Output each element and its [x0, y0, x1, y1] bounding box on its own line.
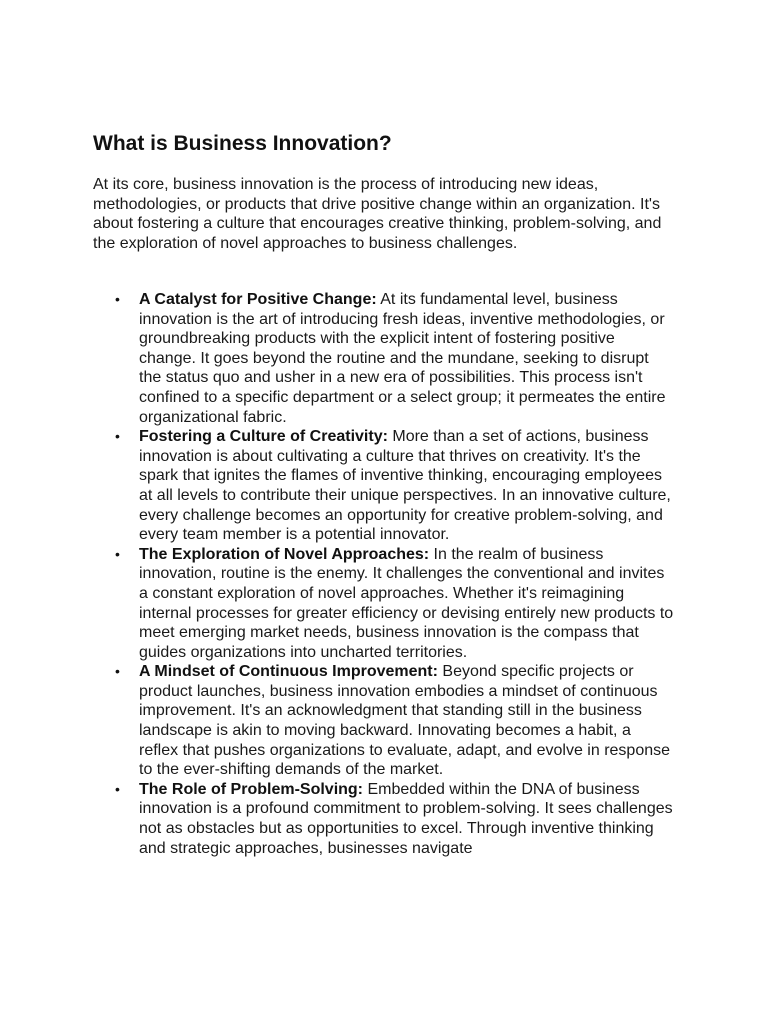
bullet-term: Fostering a Culture of Creativity: [139, 428, 388, 446]
bullet-term: The Role of Problem-Solving: [139, 780, 364, 798]
bullet-text: More than a set of actions, business innovation is about cultivating a culture that thrives on creativity. It's the spark that ignites the flames of inventive thinking, encouraging employees at all levels to contribute their unique perspectives. In an innovative culture, every challenge becomes an opportunity for creative problem-solving, and every team member is a potential innovator. [139, 428, 671, 544]
bullet-dot-icon: • [115, 291, 120, 307]
bullet-dot-icon: • [115, 663, 120, 680]
bullet-term: A Catalyst for Positive Change: [139, 291, 377, 308]
bullet-item-problem-solving [0, 780, 674, 858]
bullet-text: Beyond specific projects or product launches, business innovation embodies a mindset of continuous improvement. It's an acknowledgment that standing still in the business landscape is akin to moving backward. Innovating becomes a habit, a reflex that pushes organizations to evaluate, adapt, and evolve in response to the ever-shifting demands of the market. [139, 663, 671, 779]
bullet-dot-icon: • [115, 428, 120, 445]
page-title: What is Business Innovation? [93, 132, 392, 155]
bullet-text: In the realm of business innovation, routine is the enemy. It challenges the conventional and invites a constant exploration of novel approaches. Whether it's reimagining internal processes for greater efficiency or devising entirely new products to meet emerging market needs, business innovation is the compass that guides organizations into uncharted territories. [139, 545, 674, 661]
bullet-dot-icon: • [115, 780, 120, 797]
bullet-dot-icon: • [115, 545, 120, 562]
bullet-item-novel-approaches [0, 545, 674, 663]
bullet-item-continuous-improvement [0, 662, 674, 780]
bullet-term: The Exploration of Novel Approaches: [139, 545, 430, 563]
bullet-list [0, 290, 768, 858]
bullet-term: A Mindset of Continuous Improvement: [139, 663, 438, 681]
bullet-text: Embedded within the DNA of business innovation is a profound commitment to problem-solving. It sees challenges not as obstacles but as opportunities to excel. Through inventive thinking and strategic approaches, businesses navigate [139, 780, 673, 857]
bullet-item-positive-change [0, 290, 674, 427]
bullet-text: At its fundamental level, business innovation is the art of introducing fresh ideas, inventive methodologies, or groundbreaking products with the explicit intent of fostering positive change. It goes beyond the routine and the mundane, seeking to disrupt the status quo and usher in a new era of possibilities. This process isn't confined to a specific department or a select group; it permeates the entire organizational fabric. [139, 291, 666, 426]
bullet-item-culture-of-creativity [0, 427, 674, 545]
intro-paragraph: At its core, business innovation is the process of introducing new ideas, methodologies, or products that drive positive change within an organization. It's about fostering a culture that encourages creative thinking, problem-solving, and the exploration of novel approaches to business challenges. [93, 176, 662, 252]
